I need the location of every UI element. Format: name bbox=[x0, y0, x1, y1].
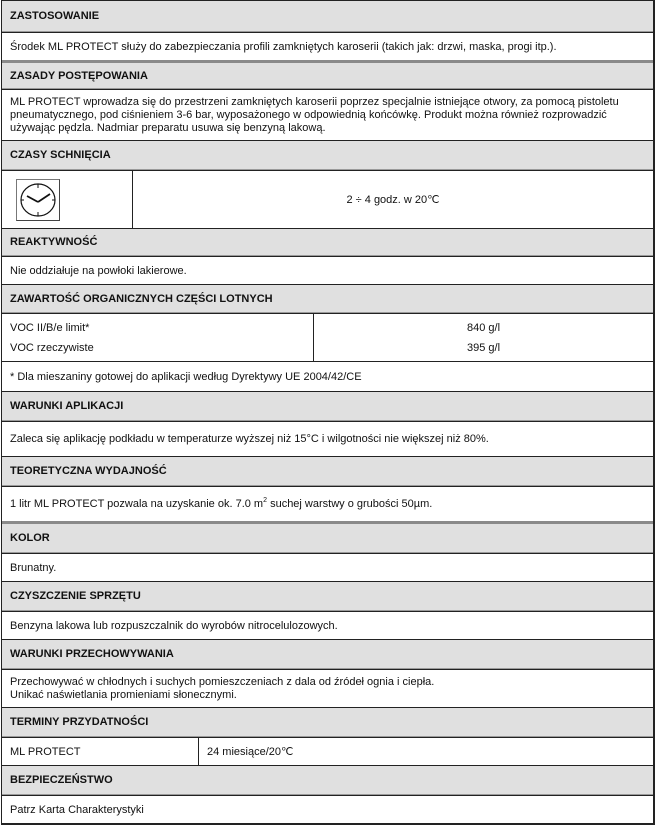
section-title: WARUNKI APLIKACJI bbox=[10, 400, 124, 412]
shelf-life-value bbox=[199, 738, 653, 765]
section-body-zastosowanie bbox=[2, 32, 653, 60]
drying-time-value bbox=[133, 171, 653, 228]
voc-limit-label: VOC II/B/e limit* bbox=[10, 321, 90, 334]
section-title: ZASADY POSTĘPOWANIA bbox=[10, 69, 148, 82]
section-body-zasady bbox=[2, 89, 653, 140]
section-text: Benzyna lakowa lub rozpuszczalnik do wyrobów nitrocelulozowych. bbox=[10, 619, 338, 632]
paragraph-line: ML PROTECT wprowadza się do przestrzeni zamkniętych karoserii poprzez specjalnie istniejące otwory, za pomocą pistoletu bbox=[10, 95, 619, 108]
voc-limit-value: 840 g/l bbox=[466, 321, 501, 334]
shelf-life-text: 24 miesiące/20℃ bbox=[207, 746, 294, 758]
section-title: CZASY SCHNIĘCIA bbox=[10, 149, 111, 161]
section-text: Nie oddziałuje na powłoki lakierowe. bbox=[10, 264, 187, 277]
section-body-kolor bbox=[2, 553, 653, 581]
section-header-czasy bbox=[2, 140, 653, 170]
paragraph-line: Unikać naświetlania promieniami słonecznymi. bbox=[10, 688, 237, 701]
section-title: ZAWARTOŚĆ ORGANICZNYCH CZĘŚCI LOTNYCH bbox=[10, 292, 273, 305]
voc-table bbox=[2, 313, 653, 361]
shelf-life-row bbox=[2, 737, 653, 765]
section-title: BEZPIECZEŃSTWO bbox=[10, 774, 113, 786]
footnote-text: * Dla mieszaniny gotowej do aplikacji według Dyrektywy UE 2004/42/CE bbox=[10, 370, 362, 383]
voc-values bbox=[314, 314, 653, 361]
section-header-wydajnosc bbox=[2, 456, 653, 486]
voc-actual-label: VOC rzeczywiste bbox=[10, 341, 94, 354]
product-name: ML PROTECT bbox=[10, 745, 81, 758]
voc-labels bbox=[2, 314, 314, 361]
clock-icon bbox=[16, 179, 60, 221]
section-body-przechowywanie bbox=[2, 669, 653, 707]
section-title: REAKTYWNOŚĆ bbox=[10, 236, 98, 248]
section-header-przechowywanie bbox=[2, 639, 653, 669]
section-header-czyszczenie bbox=[2, 581, 653, 611]
section-title: TERMINY PRZYDATNOŚCI bbox=[10, 716, 149, 728]
section-header-kolor bbox=[2, 521, 653, 553]
section-body-warunki-aplikacji bbox=[2, 421, 653, 456]
yield-text-after: suchej warstwy o grubości 50µm. bbox=[267, 498, 433, 510]
section-header-voc bbox=[2, 284, 653, 313]
section-body-wydajnosc bbox=[2, 486, 653, 521]
paragraph-line: używając pędzla. Nadmiar preparatu usuwa się benzyną lakową. bbox=[10, 121, 326, 134]
section-text: Patrz Karta Charakterystyki bbox=[10, 803, 144, 816]
section-header-reaktywnosc bbox=[2, 228, 653, 256]
drying-time-text: 2 ÷ 4 godz. w 20℃ bbox=[346, 194, 440, 206]
shelf-life-product bbox=[2, 738, 199, 765]
paragraph-line: Przechowywać w chłodnych i suchych pomieszczeniach z dala od źródeł ognia i ciepła. bbox=[10, 675, 435, 688]
drying-time-row bbox=[2, 170, 653, 228]
section-title: ZASTOSOWANIE bbox=[10, 10, 100, 22]
section-header-zasady bbox=[2, 60, 653, 89]
section-title: WARUNKI PRZECHOWYWANIA bbox=[10, 648, 174, 660]
section-text bbox=[10, 498, 432, 510]
voc-actual-value: 395 g/l bbox=[466, 341, 501, 354]
superscript: 2 bbox=[263, 497, 268, 504]
section-header-zastosowanie bbox=[2, 0, 653, 32]
section-header-terminy bbox=[2, 707, 653, 737]
yield-text-before: 1 litr ML PROTECT pozwala na uzyskanie ok. 7.0 m bbox=[10, 498, 264, 510]
section-title: TEORETYCZNA WYDAJNOŚĆ bbox=[10, 465, 167, 477]
paragraph-line: pneumatycznego, pod ciśnieniem 3-6 bar, wyposażonego w odpowiednią końcówkę. Produkt można również rozprowadzić bbox=[10, 108, 607, 121]
section-title: KOLOR bbox=[10, 532, 50, 544]
section-title: CZYSZCZENIE SPRZĘTU bbox=[10, 590, 141, 602]
section-body-reaktywnosc bbox=[2, 256, 653, 284]
section-header-bezpieczenstwo bbox=[2, 765, 653, 795]
clock-cell bbox=[2, 171, 133, 228]
section-header-warunki-aplikacji bbox=[2, 391, 653, 421]
voc-footnote bbox=[2, 361, 653, 391]
section-body-czyszczenie bbox=[2, 611, 653, 639]
section-text: Brunatny. bbox=[10, 561, 57, 574]
section-text: Środek ML PROTECT służy do zabezpieczania profili zamkniętych karoserii (takich jak: drzwi, maska, progi itp.). bbox=[10, 40, 557, 53]
section-text: Zaleca się aplikację podkładu w temperaturze wyższej niż 15°C i wilgotności nie większej niż 80%. bbox=[10, 433, 489, 445]
technical-data-sheet bbox=[1, 0, 655, 825]
section-body-bezpieczenstwo bbox=[2, 795, 653, 825]
